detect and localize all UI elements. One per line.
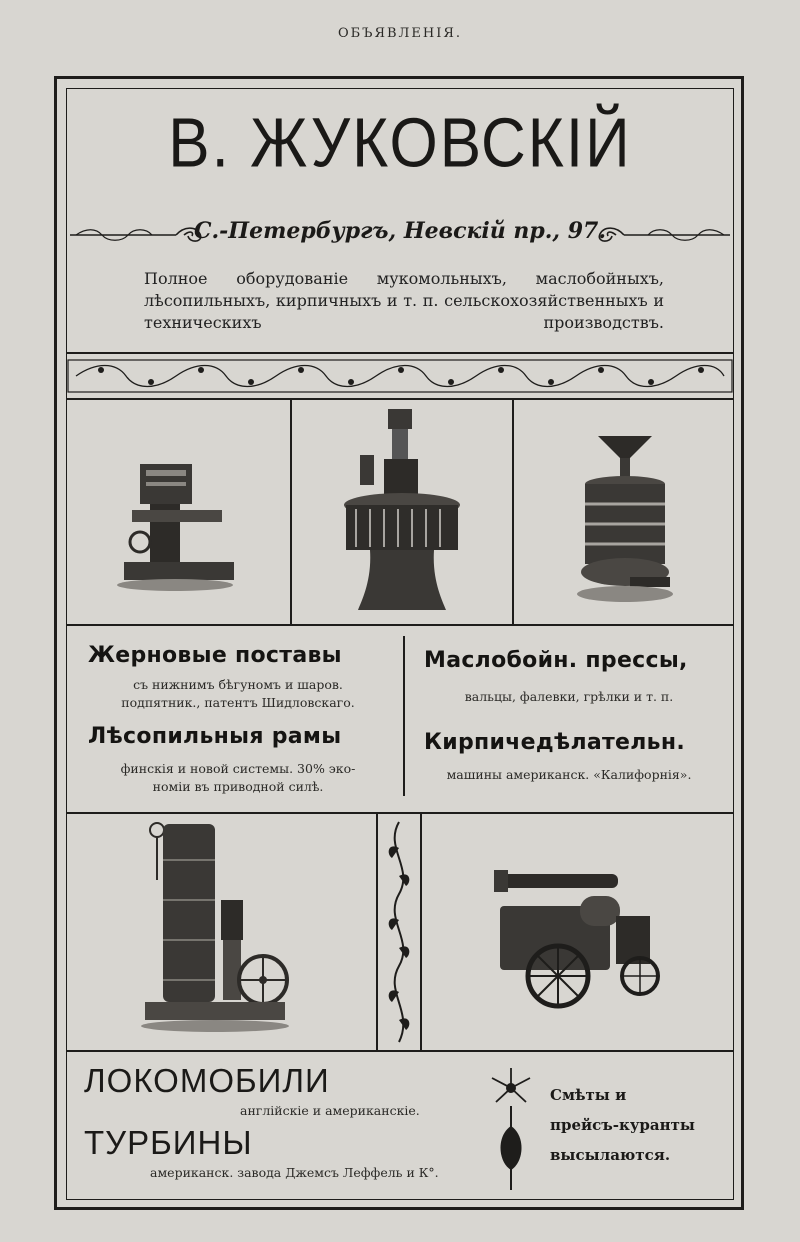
sawframes-title: Лѣсопильныя рамы: [88, 724, 342, 749]
sawframes-desc-1: финскія и новой системы. 30% эко-: [120, 761, 356, 776]
sawframes-desc-2: номіи въ приводной силѣ.: [152, 779, 324, 794]
divider: [512, 398, 514, 624]
divider: [66, 398, 734, 400]
brick-desc: машины американск. «Калифорнія».: [446, 767, 692, 782]
divider: [66, 1050, 734, 1052]
divider: [403, 636, 405, 796]
side-note-line-2: прейсъ-куранты: [550, 1116, 695, 1134]
millstones-desc-2: подпятник., патентъ Шидловскаго.: [121, 695, 355, 710]
locomobiles-note: англійскіе и американскіе.: [240, 1103, 420, 1118]
locomobile-icon: [490, 866, 670, 1016]
flower-ornament-icon: [488, 1066, 534, 1194]
millstones-title: Жерновые поставы: [88, 643, 342, 668]
machine-icon: [110, 450, 240, 595]
address: С.-Петербургъ, Невскій пр., 97.: [193, 218, 607, 244]
intro-text: Полное оборудованіе мукомольныхъ, маслобойныхъ, лѣсопильныхъ, кирпичныхъ и т. п. сельскохозяйственныхъ и техническихъ производствъ.: [144, 269, 664, 332]
right-flourish-icon: [584, 222, 734, 248]
locomobiles-title: ЛОКОМОБИЛИ: [84, 1062, 330, 1099]
turbines-title: ТУРБИНЫ: [84, 1124, 253, 1161]
brick-title: Кирпичедѣлательн.: [424, 730, 686, 755]
millstones-desc-1: съ нижнимъ бѣгуномъ и шаров.: [133, 677, 343, 692]
boiler-engine-icon: [135, 820, 295, 1035]
divider: [66, 352, 734, 354]
page-header: ОБЪЯВЛЕНІЯ.: [337, 26, 463, 41]
side-note-line-1: Смѣты и: [550, 1086, 627, 1104]
ornament-band: [66, 356, 734, 396]
divider: [420, 812, 422, 1050]
company-name: В. ЖУКОВСКІЙ: [168, 104, 632, 183]
divider: [290, 398, 292, 624]
divider: [66, 624, 734, 626]
turbines-note: американск. завода Джемсъ Леффель и К°.: [150, 1165, 439, 1180]
side-note-line-3: высылаются.: [550, 1146, 671, 1164]
millstone-icon: [340, 405, 465, 615]
oilpress-desc: вальцы, фалевки, грѣлки и т. п.: [464, 689, 674, 704]
address-row: [66, 218, 734, 252]
vine-ornament: [380, 818, 418, 1046]
divider: [376, 812, 378, 1050]
oil-press-icon: [570, 432, 680, 607]
divider: [66, 812, 734, 814]
oilpress-title: Маслобойн. прессы,: [424, 648, 688, 673]
